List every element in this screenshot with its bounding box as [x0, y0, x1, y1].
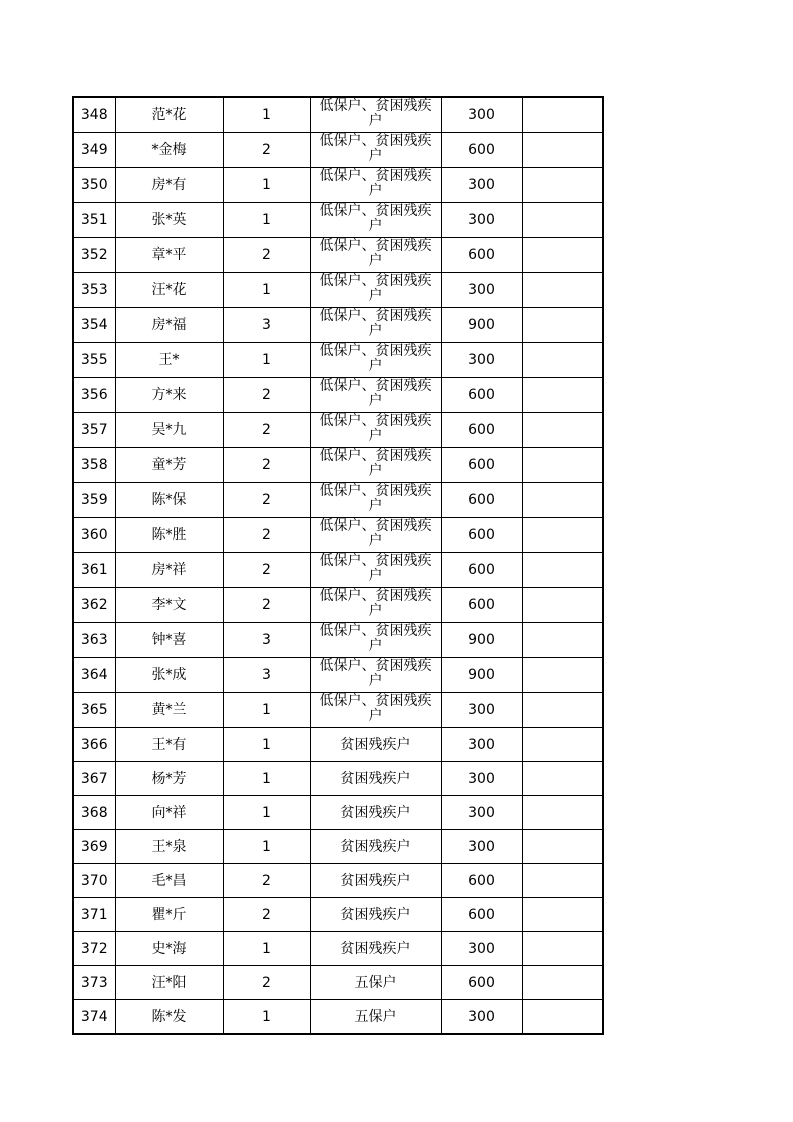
name-cell: 毛*昌 — [115, 864, 223, 898]
household-type-text: 低保户、贫困残疾户 — [319, 133, 432, 164]
household-type-cell — [310, 483, 441, 518]
household-type-text: 低保户、贫困残疾户 — [319, 238, 432, 269]
note-cell — [522, 658, 603, 693]
table-row — [73, 623, 603, 658]
household-type-cell — [310, 273, 441, 308]
row-number-cell: 359 — [73, 483, 115, 518]
note-cell — [522, 728, 603, 762]
row-number-cell: 363 — [73, 623, 115, 658]
household-type-text: 低保户、贫困残疾户 — [319, 448, 432, 479]
name-cell: 向*祥 — [115, 796, 223, 830]
name-cell: 王*有 — [115, 728, 223, 762]
note-cell — [522, 796, 603, 830]
name-cell: 张*成 — [115, 658, 223, 693]
household-type-cell — [310, 518, 441, 553]
row-number-cell: 364 — [73, 658, 115, 693]
household-count-cell: 1 — [223, 796, 310, 830]
name-cell: 房*福 — [115, 308, 223, 343]
note-cell — [522, 553, 603, 588]
household-count-cell: 1 — [223, 343, 310, 378]
household-type-text: 低保户、贫困残疾户 — [319, 693, 432, 724]
row-number-cell: 350 — [73, 168, 115, 203]
household-count-cell: 2 — [223, 588, 310, 623]
row-number-cell: 352 — [73, 238, 115, 273]
name-cell: 王* — [115, 343, 223, 378]
household-type-text: 低保户、贫困残疾户 — [319, 623, 432, 654]
table-row — [73, 273, 603, 308]
name-cell: 陈*发 — [115, 1000, 223, 1035]
household-type-text: 低保户、贫困残疾户 — [319, 553, 432, 584]
household-type-cell — [310, 203, 441, 238]
household-count-cell: 1 — [223, 762, 310, 796]
note-cell — [522, 762, 603, 796]
name-cell: 陈*胜 — [115, 518, 223, 553]
household-type-text: 低保户、贫困残疾户 — [319, 343, 432, 374]
household-type-text: 低保户、贫困残疾户 — [319, 273, 432, 304]
table-row — [73, 966, 603, 1000]
household-count-cell: 2 — [223, 864, 310, 898]
amount-cell: 300 — [441, 830, 522, 864]
household-count-cell: 2 — [223, 238, 310, 273]
row-number-cell: 348 — [73, 97, 115, 133]
household-type-text: 贫困残疾户 — [340, 906, 411, 923]
note-cell — [522, 448, 603, 483]
table-row — [73, 553, 603, 588]
row-number-cell: 360 — [73, 518, 115, 553]
household-type-cell — [310, 308, 441, 343]
household-count-cell: 1 — [223, 932, 310, 966]
household-count-cell: 2 — [223, 553, 310, 588]
amount-cell: 600 — [441, 378, 522, 413]
table-row — [73, 658, 603, 693]
note-cell — [522, 238, 603, 273]
household-type-text: 低保户、贫困残疾户 — [319, 658, 432, 689]
name-cell: 房*有 — [115, 168, 223, 203]
table-row — [73, 168, 603, 203]
note-cell — [522, 830, 603, 864]
name-cell: 瞿*斤 — [115, 898, 223, 932]
table-row — [73, 97, 603, 133]
name-cell: 钟*喜 — [115, 623, 223, 658]
household-count-cell: 1 — [223, 168, 310, 203]
note-cell — [522, 518, 603, 553]
amount-cell: 300 — [441, 343, 522, 378]
note-cell — [522, 588, 603, 623]
name-cell: 章*平 — [115, 238, 223, 273]
row-number-cell: 370 — [73, 864, 115, 898]
row-number-cell: 362 — [73, 588, 115, 623]
table-row — [73, 796, 603, 830]
household-type-cell — [310, 553, 441, 588]
name-cell: 史*海 — [115, 932, 223, 966]
household-type-text: 贫困残疾户 — [340, 770, 411, 787]
household-type-cell — [310, 623, 441, 658]
household-count-cell: 2 — [223, 378, 310, 413]
amount-cell: 300 — [441, 97, 522, 133]
amount-cell: 300 — [441, 1000, 522, 1035]
table-row — [73, 898, 603, 932]
note-cell — [522, 864, 603, 898]
household-type-cell — [310, 693, 441, 728]
household-type-cell — [310, 796, 441, 830]
household-count-cell: 1 — [223, 1000, 310, 1035]
household-count-cell: 3 — [223, 658, 310, 693]
table-row — [73, 728, 603, 762]
household-type-text: 低保户、贫困残疾户 — [319, 588, 432, 619]
household-type-text: 低保户、贫困残疾户 — [319, 518, 432, 549]
household-type-cell — [310, 728, 441, 762]
household-type-cell — [310, 343, 441, 378]
note-cell — [522, 308, 603, 343]
table-row — [73, 483, 603, 518]
table-row — [73, 343, 603, 378]
household-count-cell: 2 — [223, 483, 310, 518]
amount-cell: 600 — [441, 966, 522, 1000]
amount-cell: 300 — [441, 796, 522, 830]
note-cell — [522, 343, 603, 378]
household-count-cell: 2 — [223, 966, 310, 1000]
table-row — [73, 1000, 603, 1035]
name-cell: *金梅 — [115, 133, 223, 168]
note-cell — [522, 133, 603, 168]
note-cell — [522, 413, 603, 448]
amount-cell: 600 — [441, 448, 522, 483]
name-cell: 汪*花 — [115, 273, 223, 308]
amount-cell: 600 — [441, 483, 522, 518]
household-count-cell: 2 — [223, 448, 310, 483]
table-row — [73, 448, 603, 483]
note-cell — [522, 898, 603, 932]
household-count-cell: 2 — [223, 898, 310, 932]
name-cell: 方*来 — [115, 378, 223, 413]
amount-cell: 900 — [441, 623, 522, 658]
name-cell: 李*文 — [115, 588, 223, 623]
row-number-cell: 373 — [73, 966, 115, 1000]
name-cell: 黄*兰 — [115, 693, 223, 728]
note-cell — [522, 966, 603, 1000]
household-type-cell — [310, 97, 441, 133]
household-type-text: 低保户、贫困残疾户 — [319, 308, 432, 339]
table-row — [73, 932, 603, 966]
amount-cell: 900 — [441, 658, 522, 693]
row-number-cell: 369 — [73, 830, 115, 864]
household-type-text: 低保户、贫困残疾户 — [319, 483, 432, 514]
name-cell: 范*花 — [115, 97, 223, 133]
table-row — [73, 762, 603, 796]
amount-cell: 300 — [441, 693, 522, 728]
row-number-cell: 374 — [73, 1000, 115, 1035]
note-cell — [522, 97, 603, 133]
name-cell: 房*祥 — [115, 553, 223, 588]
row-number-cell: 354 — [73, 308, 115, 343]
note-cell — [522, 378, 603, 413]
amount-cell: 900 — [441, 308, 522, 343]
household-type-text: 贫困残疾户 — [340, 872, 411, 889]
row-number-cell: 355 — [73, 343, 115, 378]
name-cell: 汪*阳 — [115, 966, 223, 1000]
household-type-cell — [310, 588, 441, 623]
amount-cell: 300 — [441, 203, 522, 238]
table-row — [73, 518, 603, 553]
household-type-cell — [310, 448, 441, 483]
household-count-cell: 2 — [223, 518, 310, 553]
household-type-text: 贫困残疾户 — [340, 804, 411, 821]
note-cell — [522, 1000, 603, 1035]
table-row — [73, 588, 603, 623]
household-count-cell: 1 — [223, 830, 310, 864]
note-cell — [522, 203, 603, 238]
amount-cell: 600 — [441, 588, 522, 623]
amount-cell: 300 — [441, 168, 522, 203]
household-type-cell — [310, 762, 441, 796]
household-count-cell: 1 — [223, 728, 310, 762]
household-count-cell: 1 — [223, 203, 310, 238]
name-cell: 吴*九 — [115, 413, 223, 448]
household-type-text: 低保户、贫困残疾户 — [319, 378, 432, 409]
amount-cell: 600 — [441, 518, 522, 553]
household-count-cell: 2 — [223, 413, 310, 448]
household-type-text: 五保户 — [354, 1008, 397, 1025]
name-cell: 王*泉 — [115, 830, 223, 864]
row-number-cell: 351 — [73, 203, 115, 238]
row-number-cell: 349 — [73, 133, 115, 168]
household-count-cell: 1 — [223, 97, 310, 133]
household-type-cell — [310, 1000, 441, 1035]
table-row — [73, 864, 603, 898]
amount-cell: 600 — [441, 413, 522, 448]
household-count-cell: 3 — [223, 308, 310, 343]
name-cell: 张*英 — [115, 203, 223, 238]
household-type-text: 贫困残疾户 — [340, 838, 411, 855]
table-body — [73, 97, 603, 1034]
amount-cell: 600 — [441, 133, 522, 168]
household-count-cell: 1 — [223, 693, 310, 728]
note-cell — [522, 693, 603, 728]
row-number-cell: 372 — [73, 932, 115, 966]
beneficiary-table — [72, 96, 604, 1035]
table-row — [73, 203, 603, 238]
household-type-cell — [310, 864, 441, 898]
row-number-cell: 358 — [73, 448, 115, 483]
household-type-cell — [310, 658, 441, 693]
table-row — [73, 133, 603, 168]
household-type-text: 低保户、贫困残疾户 — [319, 203, 432, 234]
table-row — [73, 693, 603, 728]
note-cell — [522, 932, 603, 966]
household-count-cell: 3 — [223, 623, 310, 658]
row-number-cell: 365 — [73, 693, 115, 728]
household-type-text: 低保户、贫困残疾户 — [319, 168, 432, 199]
amount-cell: 300 — [441, 762, 522, 796]
amount-cell: 300 — [441, 728, 522, 762]
name-cell: 童*芳 — [115, 448, 223, 483]
note-cell — [522, 623, 603, 658]
amount-cell: 300 — [441, 932, 522, 966]
table-row — [73, 378, 603, 413]
household-type-cell — [310, 378, 441, 413]
row-number-cell: 361 — [73, 553, 115, 588]
amount-cell: 300 — [441, 273, 522, 308]
household-type-cell — [310, 898, 441, 932]
row-number-cell: 353 — [73, 273, 115, 308]
household-count-cell: 1 — [223, 273, 310, 308]
row-number-cell: 366 — [73, 728, 115, 762]
table-row — [73, 308, 603, 343]
note-cell — [522, 483, 603, 518]
household-type-cell — [310, 238, 441, 273]
household-type-cell — [310, 966, 441, 1000]
table-row — [73, 413, 603, 448]
row-number-cell: 356 — [73, 378, 115, 413]
household-type-cell — [310, 830, 441, 864]
household-count-cell: 2 — [223, 133, 310, 168]
household-type-text: 五保户 — [354, 974, 397, 991]
table-row — [73, 238, 603, 273]
household-type-cell — [310, 413, 441, 448]
amount-cell: 600 — [441, 238, 522, 273]
note-cell — [522, 273, 603, 308]
household-type-text: 低保户、贫困残疾户 — [319, 413, 432, 444]
amount-cell: 600 — [441, 898, 522, 932]
household-type-text: 贫困残疾户 — [340, 736, 411, 753]
row-number-cell: 357 — [73, 413, 115, 448]
household-type-cell — [310, 133, 441, 168]
name-cell: 陈*保 — [115, 483, 223, 518]
table-row — [73, 830, 603, 864]
amount-cell: 600 — [441, 864, 522, 898]
household-type-text: 低保户、贫困残疾户 — [319, 98, 432, 129]
row-number-cell: 367 — [73, 762, 115, 796]
household-type-text: 贫困残疾户 — [340, 940, 411, 957]
name-cell: 杨*芳 — [115, 762, 223, 796]
amount-cell: 600 — [441, 553, 522, 588]
household-type-cell — [310, 932, 441, 966]
row-number-cell: 371 — [73, 898, 115, 932]
note-cell — [522, 168, 603, 203]
row-number-cell: 368 — [73, 796, 115, 830]
household-type-cell — [310, 168, 441, 203]
